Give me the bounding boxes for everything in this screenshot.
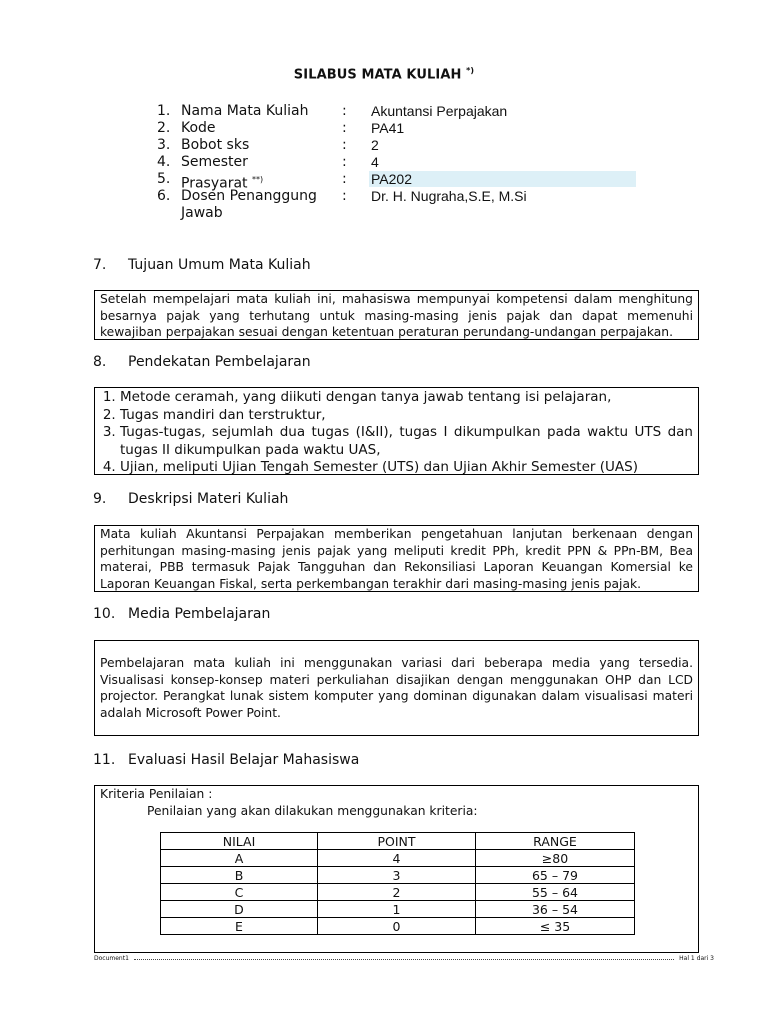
table-cell: 36 – 54: [476, 901, 635, 918]
info-label: Kode: [181, 120, 216, 136]
section-number: 10.: [93, 606, 116, 622]
footnote-mark: **): [251, 175, 264, 184]
table-cell: 55 – 64: [476, 884, 635, 901]
section-title: Pendekatan Pembelajaran: [128, 354, 311, 370]
table-row: [161, 884, 635, 901]
table-cell: 2: [318, 884, 476, 901]
section-8-box: [94, 387, 699, 475]
section-title: Media Pembelajaran: [128, 606, 271, 622]
info-label: Bobot sks: [181, 137, 250, 153]
footer-page-number: Hal 1 dari 3: [679, 955, 714, 962]
footer-dotted-line: [134, 959, 674, 960]
info-label: Semester: [181, 154, 248, 170]
info-label: Nama Mata Kuliah: [181, 103, 309, 119]
section-number: 11.: [93, 752, 116, 768]
section-10-box: [94, 640, 699, 736]
info-value: Dr. H. Nugraha,S.E, M.Si: [371, 188, 527, 204]
header-nilai: NILAI: [161, 833, 318, 850]
table-row: [161, 901, 635, 918]
section-10-heading: [93, 606, 270, 622]
section-11-heading: [93, 752, 359, 768]
info-number: 6.: [157, 188, 171, 204]
table-cell: E: [161, 918, 318, 935]
info-row: [157, 120, 647, 137]
table-cell: D: [161, 901, 318, 918]
info-number: 1.: [157, 103, 171, 119]
info-colon: :: [342, 103, 347, 119]
title-footnote-mark: *): [466, 66, 475, 75]
info-value: 2: [371, 137, 379, 153]
table-row: [161, 867, 635, 884]
info-number: 2.: [157, 120, 171, 136]
list-item: 3. Tugas-tugas, sejumlah dua tugas (I&II), tugas I dikumpulkan pada waktu UTS dan tugas II dikumpulkan pada waktu UAS,: [120, 424, 693, 459]
section-number: 9.: [93, 491, 107, 507]
info-number: 5.: [157, 171, 171, 187]
section-title: Tujuan Umum Mata Kuliah: [128, 257, 311, 273]
table-cell: 1: [318, 901, 476, 918]
info-value: 4: [371, 154, 379, 170]
header-range: RANGE: [476, 833, 635, 850]
table-row: [161, 918, 635, 935]
table-cell: 0: [318, 918, 476, 935]
document-title: [0, 66, 768, 82]
info-row: [157, 171, 647, 192]
info-colon: :: [342, 188, 347, 204]
section-7-body: Setelah mempelajari mata kuliah ini, mahasiswa mempunyai kompetensi dalam menghitung besarnya pajak yang terhutang untuk masing-masing jenis pajak dan dapat memenuhi kewajiban perpajakan sesuai dengan ketentuan peraturan perundang-undangan perpajakan.: [100, 292, 693, 339]
table-header-row: [161, 833, 635, 850]
criteria-intro: Penilaian yang akan dilakukan menggunakan kriteria:: [147, 803, 478, 818]
criteria-label: Kriteria Penilaian :: [100, 787, 213, 801]
info-value: PA202: [369, 171, 636, 187]
info-row: [157, 103, 647, 120]
table-cell: ≤ 35: [476, 918, 635, 935]
list-item: 1. Metode ceramah, yang diikuti dengan tanya jawab tentang isi pelajaran,: [120, 389, 693, 407]
table-cell: C: [161, 884, 318, 901]
table-cell: 3: [318, 867, 476, 884]
info-number: 3.: [157, 137, 171, 153]
info-value: Akuntansi Perpajakan: [371, 103, 508, 119]
info-value: PA41: [371, 120, 405, 136]
footer-document-name: Document1: [94, 955, 129, 962]
section-number: 7.: [93, 257, 107, 273]
info-row: [157, 137, 647, 154]
title-text: SILABUS MATA KULIAH: [293, 67, 462, 83]
info-label: Prasyarat **): [181, 175, 264, 192]
section-9-box: [94, 525, 699, 592]
section-8-list: [100, 389, 693, 477]
info-row: [157, 154, 647, 171]
table-row: [161, 850, 635, 867]
section-number: 8.: [93, 354, 107, 370]
info-row: [157, 188, 647, 221]
list-item: 2. Tugas mandiri dan terstruktur,: [120, 407, 693, 425]
section-8-heading: [93, 354, 311, 370]
table-cell: 65 – 79: [476, 867, 635, 884]
info-label: Dosen Penanggung Jawab: [181, 188, 317, 221]
table-cell: ≥80: [476, 850, 635, 867]
section-10-body: Pembelajaran mata kuliah ini menggunakan variasi dari beberapa media yang tersedia. Visualisasi konsep-konsep materi perkuliahan disajikan dengan menggunakan OHP dan LCD projector. Perangkat lunak sistem komputer yang dominan digunakan dalam visualisasi materi adalah Microsoft Power Point.: [100, 656, 693, 720]
section-9-heading: [93, 491, 288, 507]
info-number: 4.: [157, 154, 171, 170]
info-colon: :: [342, 154, 347, 170]
grade-table-wrapper: [160, 832, 635, 935]
header-point: POINT: [318, 833, 476, 850]
section-9-body: Mata kuliah Akuntansi Perpajakan memberikan pengetahuan lanjutan berkenaan dengan perhitungan masing-masing jenis pajak yang meliputi kredit PPh, kredit PPN & PPn-BM, Bea materai, PBB termasuk Pajak Tangguhan dan Rekonsiliasi Laporan Keuangan Komersial ke Laporan Keuangan Fiskal, serta perkembangan terakhir dari masing-masing jenis pajak.: [100, 527, 693, 591]
table-cell: A: [161, 850, 318, 867]
section-title: Evaluasi Hasil Belajar Mahasiswa: [128, 752, 360, 768]
info-colon: :: [342, 171, 347, 187]
grade-table: [160, 832, 635, 935]
info-colon: :: [342, 137, 347, 153]
section-7-box: [94, 290, 699, 340]
list-item: 4. Ujian, meliputi Ujian Tengah Semester (UTS) dan Ujian Akhir Semester (UAS): [120, 459, 693, 477]
info-colon: :: [342, 120, 347, 136]
section-7-heading: [93, 257, 311, 273]
section-title: Deskripsi Materi Kuliah: [128, 491, 289, 507]
table-cell: B: [161, 867, 318, 884]
table-cell: 4: [318, 850, 476, 867]
